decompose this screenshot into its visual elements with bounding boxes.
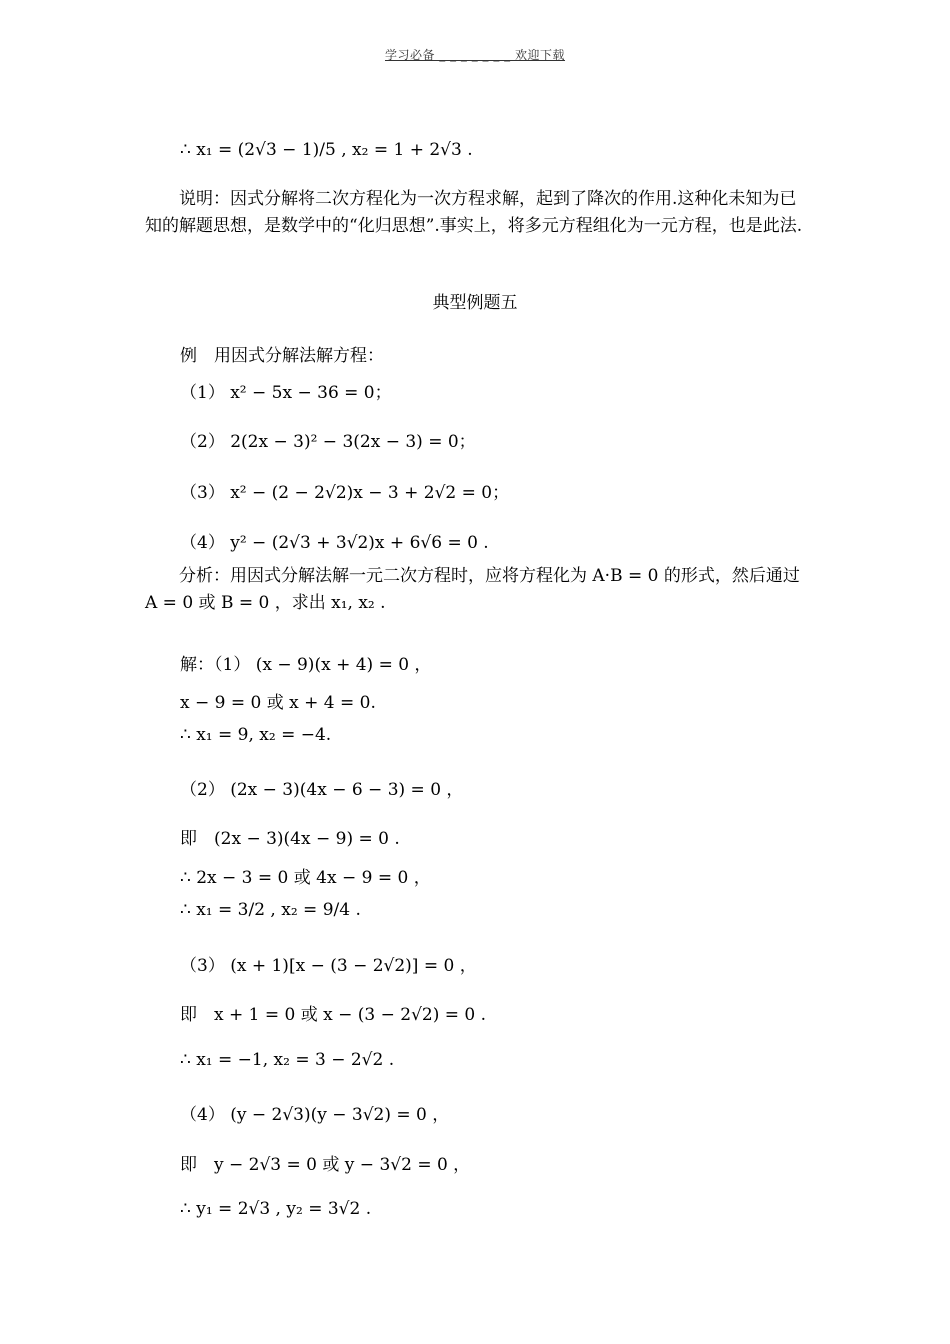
question-3: （3） x² − (2 − 2√2)x − 3 + 2√2 = 0； (180, 483, 510, 503)
solution-3a: （3） (x + 1)[x − (3 − 2√2)] = 0 ， (180, 956, 477, 976)
solution-3c: ∴ x₁ = −1, x₂ = 3 − 2√2 . (180, 1050, 395, 1070)
analysis-paragraph: 分析：用因式分解法解一元二次方程时，应将方程化为 A·B = 0 的形式，然后通过 A = 0 或 B = 0 ，求出 x₁, x₂ . (145, 566, 800, 613)
solution-2a: （2） (2x − 3)(4x − 6 − 3) = 0 ， (180, 780, 464, 800)
page-header: 学习必备 _ _ _ _ _ _ _ 欢迎下载 (384, 48, 566, 62)
solution-2c: ∴ 2x − 3 = 0 或 4x − 9 = 0 ， (180, 868, 431, 888)
question-2: （2） 2(2x − 3)² − 3(2x − 3) = 0； (180, 432, 476, 452)
solution-3b: 即 x + 1 = 0 或 x − (3 − 2√2) = 0 . (180, 1005, 487, 1025)
solution-1b: x − 9 = 0 或 x + 4 = 0. (180, 693, 376, 713)
solution-2b: 即 (2x − 3)(4x − 9) = 0 . (180, 829, 400, 849)
question-4: （4） y² − (2√3 + 3√2)x + 6√6 = 0 . (180, 533, 489, 553)
solution-4b: 即 y − 2√3 = 0 或 y − 3√2 = 0 ， (180, 1155, 471, 1175)
remark-paragraph: 说明：因式分解将二次方程化为一次方程求解，起到了降次的作用.这种化未知为已知的解题思想，是数学中的“化归思想”.事实上，将多元方程组化为一元方程，也是此法. (145, 189, 803, 236)
question-1: （1） x² − 5x − 36 = 0； (180, 383, 392, 403)
solution-2d: ∴ x₁ = 3/2 , x₂ = 9/4 . (180, 900, 361, 920)
section-title: 典型例题五 (432, 293, 518, 313)
solution-1a: 解：（1） (x − 9)(x + 4) = 0 ， (180, 655, 432, 675)
solution-4c: ∴ y₁ = 2√3 , y₂ = 3√2 . (180, 1199, 372, 1219)
top-result: ∴ x₁ = (2√3 − 1)/5 , x₂ = 1 + 2√3 . (180, 140, 473, 160)
example-intro: 例 用因式分解法解方程： (180, 346, 384, 366)
solution-4a: （4） (y − 2√3)(y − 3√2) = 0 ， (180, 1105, 450, 1125)
solution-1c: ∴ x₁ = 9, x₂ = −4. (180, 725, 332, 745)
